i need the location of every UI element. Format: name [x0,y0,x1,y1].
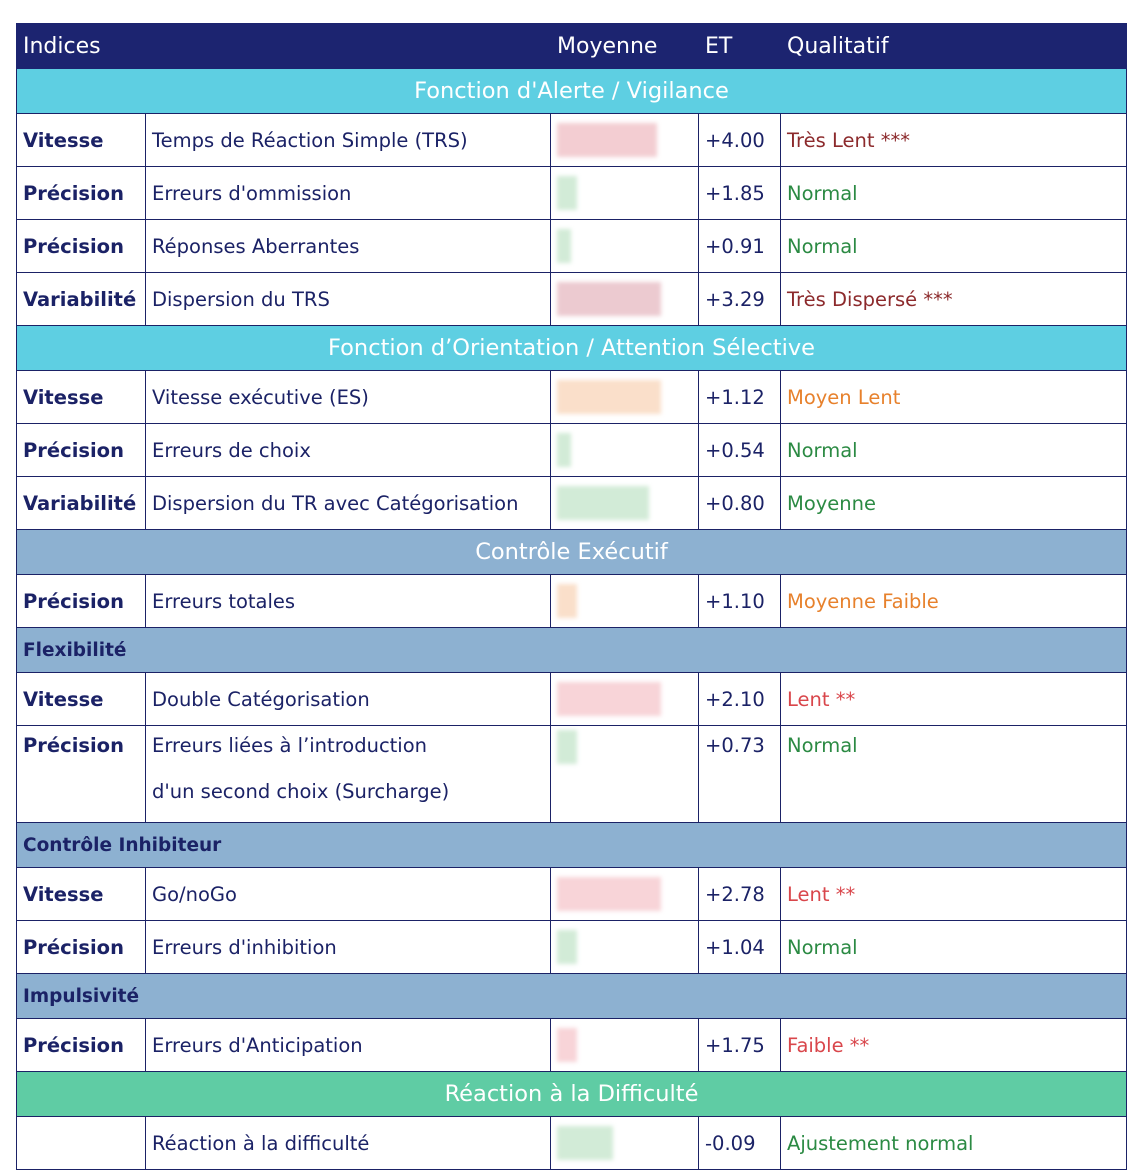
row-et: +3.29 [699,273,781,326]
row-label: Réaction à la difficulté [146,1117,551,1170]
row-qualitative: Lent ** [781,673,1127,726]
section-header [17,530,1127,575]
subsection-header [17,628,1127,673]
row-et [699,726,781,823]
row-label: Erreurs d'inhibition [146,921,551,974]
row-et: +2.78 [699,868,781,921]
section-title: Contrôle Exécutif [17,530,1127,575]
section-title: Fonction d’Orientation / Attention Sélective [17,326,1127,371]
row-mean-redacted [551,477,699,530]
row-category: Vitesse [17,114,146,167]
header-et: ET [699,24,781,69]
row-category: Vitesse [17,673,146,726]
row-mean-redacted [551,575,699,628]
row-mean-redacted [551,371,699,424]
row-label-line2: d'un second choix (Surcharge) [152,780,450,803]
section-header [17,69,1127,114]
table-row [17,273,1127,326]
row-qualitative-text: Normal [787,734,858,757]
subsection-header [17,823,1127,868]
header-row [17,24,1127,69]
table-row [17,114,1127,167]
row-qualitative: Normal [781,921,1127,974]
row-category [17,726,146,823]
table-row [17,371,1127,424]
table-row [17,220,1127,273]
row-qualitative: Normal [781,424,1127,477]
table-row [17,726,1127,823]
row-category [17,1117,146,1170]
row-label: Erreurs d'Anticipation [146,1019,551,1072]
row-label: Erreurs d'ommission [146,167,551,220]
header-qualitatif: Qualitatif [781,24,1127,69]
row-category: Précision [17,575,146,628]
row-mean-redacted [551,726,699,823]
row-label: Erreurs totales [146,575,551,628]
row-et: +0.54 [699,424,781,477]
row-mean-redacted [551,1019,699,1072]
subsection-title: Impulsivité [17,974,1127,1019]
row-mean-redacted [551,673,699,726]
row-category: Précision [17,1019,146,1072]
row-qualitative [781,726,1127,823]
table-row [17,868,1127,921]
row-et: +1.75 [699,1019,781,1072]
row-et: +1.10 [699,575,781,628]
row-label: Dispersion du TR avec Catégorisation [146,477,551,530]
row-et: +1.12 [699,371,781,424]
row-category: Variabilité [17,477,146,530]
row-mean-redacted [551,868,699,921]
row-qualitative: Très Dispersé *** [781,273,1127,326]
row-qualitative: Moyenne Faible [781,575,1127,628]
row-label: Dispersion du TRS [146,273,551,326]
row-mean-redacted [551,220,699,273]
row-qualitative: Moyen Lent [781,371,1127,424]
table-row [17,477,1127,530]
row-label-line1: Erreurs liées à l’introduction [152,734,428,757]
row-qualitative: Normal [781,167,1127,220]
section-title: Réaction à la Difficulté [17,1072,1127,1117]
row-et-text: +0.73 [705,734,765,757]
row-qualitative: Faible ** [781,1019,1127,1072]
table-row [17,1019,1127,1072]
table-row [17,1117,1127,1170]
table-row [17,921,1127,974]
table-row [17,673,1127,726]
table-row [17,424,1127,477]
row-category: Variabilité [17,273,146,326]
subsection-header [17,974,1127,1019]
table-row [17,575,1127,628]
row-label: Vitesse exécutive (ES) [146,371,551,424]
row-category: Vitesse [17,868,146,921]
row-label: Double Catégorisation [146,673,551,726]
row-category: Précision [17,220,146,273]
row-category-text: Précision [23,734,124,757]
row-et: +1.85 [699,167,781,220]
row-mean-redacted [551,424,699,477]
subsection-title: Flexibilité [17,628,1127,673]
subsection-title: Contrôle Inhibiteur [17,823,1127,868]
row-qualitative: Lent ** [781,868,1127,921]
row-et: +0.80 [699,477,781,530]
row-mean-redacted [551,273,699,326]
section-header [17,1072,1127,1117]
row-qualitative: Ajustement normal [781,1117,1127,1170]
row-et: -0.09 [699,1117,781,1170]
row-category: Précision [17,921,146,974]
row-label: Temps de Réaction Simple (TRS) [146,114,551,167]
row-qualitative: Normal [781,220,1127,273]
header-indices: Indices [17,24,551,69]
table-row [17,167,1127,220]
row-et: +2.10 [699,673,781,726]
row-label: Erreurs de choix [146,424,551,477]
row-label [146,726,551,823]
row-mean-redacted [551,921,699,974]
row-label: Réponses Aberrantes [146,220,551,273]
row-et: +0.91 [699,220,781,273]
row-mean-redacted [551,114,699,167]
row-et: +4.00 [699,114,781,167]
row-qualitative: Très Lent *** [781,114,1127,167]
row-mean-redacted [551,167,699,220]
header-moyenne: Moyenne [551,24,699,69]
row-mean-redacted [551,1117,699,1170]
row-qualitative: Moyenne [781,477,1127,530]
section-header [17,326,1127,371]
results-table [16,23,1127,1170]
row-category: Vitesse [17,371,146,424]
section-title: Fonction d'Alerte / Vigilance [17,69,1127,114]
row-category: Précision [17,167,146,220]
row-label: Go/noGo [146,868,551,921]
row-category: Précision [17,424,146,477]
row-et: +1.04 [699,921,781,974]
